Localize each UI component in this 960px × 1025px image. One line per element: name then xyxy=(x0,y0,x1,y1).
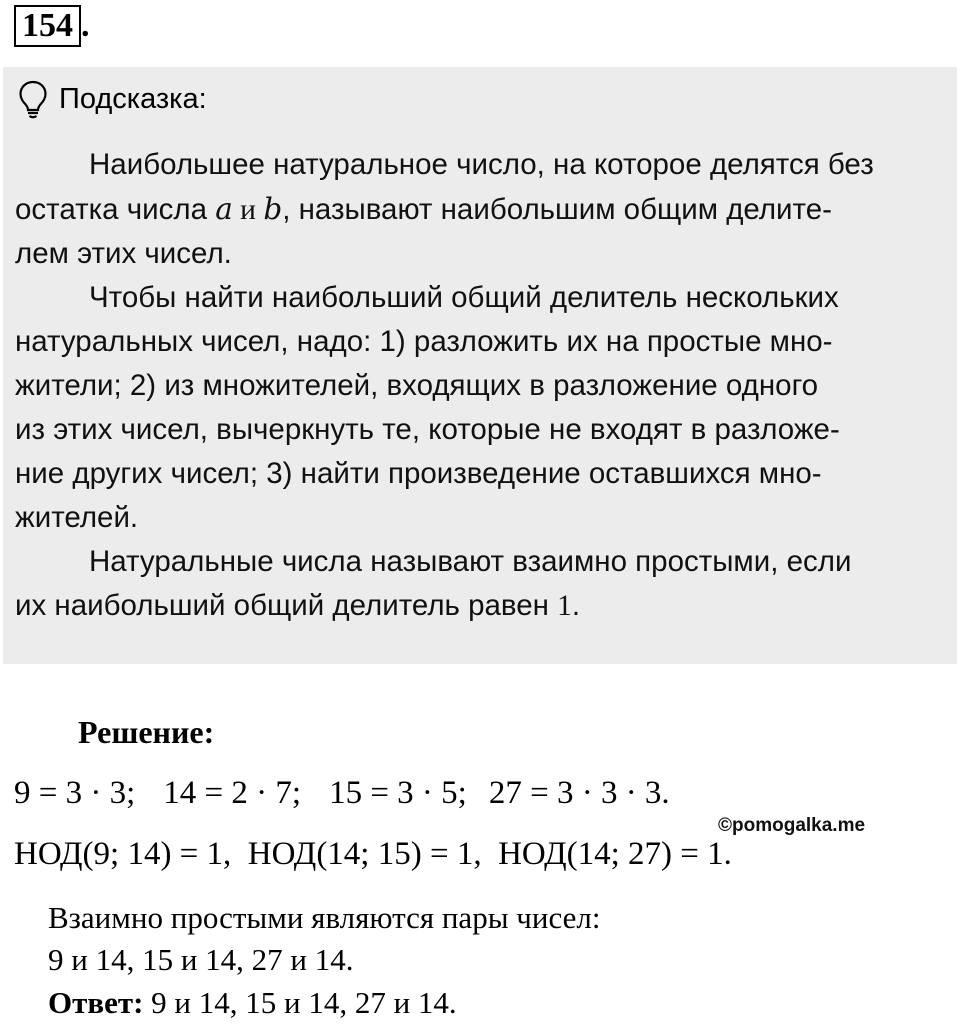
hint-line: Наибольшее натуральное число, на которое делятся без xyxy=(89,148,874,181)
coprime-pairs: 9 и 14, 15 и 14, 27 и 14. xyxy=(48,942,354,977)
answer-label: Ответ: xyxy=(48,985,144,1020)
coprime-statement: Взаимно простыми являются пары чисел: xyxy=(48,900,601,935)
hint-line: жителей. xyxy=(15,501,139,534)
hint-text: . xyxy=(571,589,581,622)
hint-header xyxy=(17,79,207,119)
watermark: ©pomogalka.me xyxy=(718,815,866,836)
hint-line: из этих чисел, вычеркнуть те, которые не входят в разложе- xyxy=(15,413,840,446)
math-variable-a: a xyxy=(215,192,233,226)
factorization-15: 15 = 3 · 5; xyxy=(329,775,467,811)
task-number-suffix: . xyxy=(81,7,90,44)
hint-body xyxy=(15,143,933,628)
answer-line xyxy=(48,983,457,1023)
math-number: 1 xyxy=(557,590,572,622)
solution-heading: Решение: xyxy=(78,714,215,750)
hint-line: лем этих чисел. xyxy=(15,237,232,270)
hint-line: натуральных чисел, надо: 1) разложить их на простые мно- xyxy=(15,325,833,358)
math-conjunction: и xyxy=(232,194,264,226)
factorization-27: 27 = 3 · 3 · 3. xyxy=(488,775,670,811)
gcd-line: НОД(9; 14) = 1, НОД(14; 15) = 1, НОД(14; 27) = 1. xyxy=(14,836,732,872)
hint-title: Подсказка: xyxy=(59,82,207,115)
hint-line: Натуральные числа называют взаимно простыми, если xyxy=(89,545,852,578)
hint-line xyxy=(15,584,933,628)
hint-panel xyxy=(3,67,957,664)
hint-line xyxy=(15,187,933,232)
hint-line: жители; 2) из множителей, входящих в разложение одного xyxy=(15,369,819,402)
hint-line: Чтобы найти наибольший общий делитель нескольких xyxy=(89,281,839,314)
math-variable-b: b xyxy=(263,192,283,226)
task-number xyxy=(14,5,90,47)
answer-value: 9 и 14, 15 и 14, 27 и 14. xyxy=(143,985,457,1020)
lightbulb-icon xyxy=(17,79,49,119)
task-number-box xyxy=(14,5,81,47)
factorization-9: 9 = 3 · 3; xyxy=(14,775,136,811)
hint-text: , называют наибольшим общим делите- xyxy=(282,193,832,226)
hint-line: ние других чисел; 3) найти произведение оставшихся мно- xyxy=(15,457,822,490)
hint-text: их наибольший общий делитель равен xyxy=(15,589,558,622)
factorization-line xyxy=(14,772,670,814)
factorization-14: 14 = 2 · 7; xyxy=(163,775,302,811)
task-number-value: 154 xyxy=(22,7,73,44)
hint-text: остатка числа xyxy=(15,193,216,226)
